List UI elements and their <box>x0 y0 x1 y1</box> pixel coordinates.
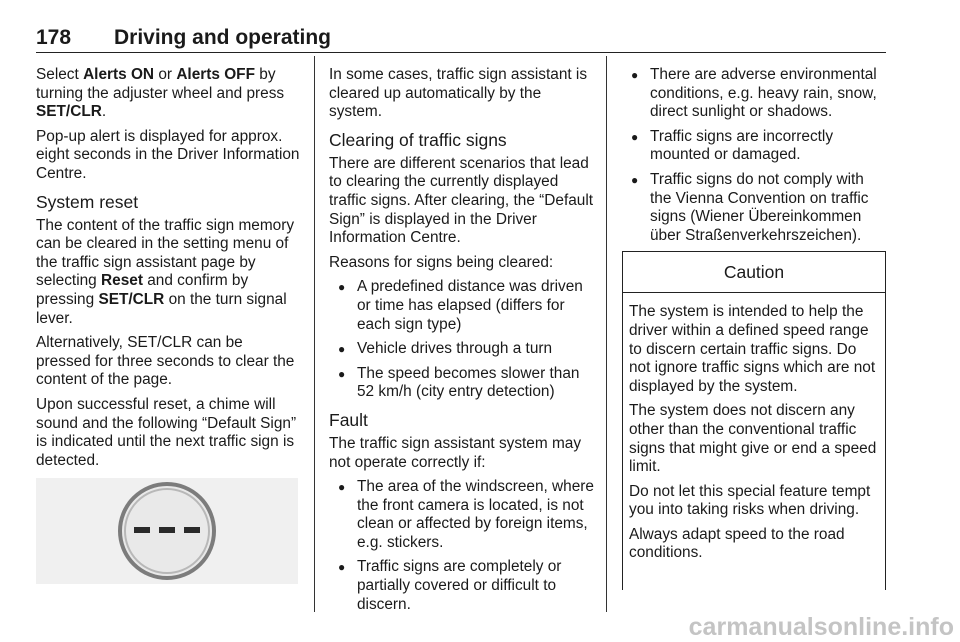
fault-intro: The traffic sign assistant system may not operate correctly if: <box>329 434 582 471</box>
column-divider <box>314 56 315 612</box>
column-3 <box>622 66 888 590</box>
watermark: carmanualsonline.info <box>688 613 954 641</box>
column-divider <box>606 56 607 612</box>
column-1 <box>36 66 300 584</box>
list-item: ● There are adverse environmental conditions, e.g. heavy rain, snow, direct sunlight or shadows. <box>622 66 888 122</box>
reset-label: Reset <box>101 272 143 290</box>
clearing-paragraph: There are different scenarios that lead to clearing the currently displayed traffic signs. After clearing, the “Default Sign” is displayed in the Driver Information Centre. <box>329 154 594 247</box>
caution-title: Caution <box>623 252 885 293</box>
list-item: ● A predefined distance was driven or time has elapsed (differs for each sign type) <box>329 278 594 334</box>
list-item: ● Vehicle drives through a turn <box>329 340 594 359</box>
system-reset-heading: System reset <box>36 191 139 212</box>
list-item: ● Traffic signs are incorrectly mounted or damaged. <box>622 128 888 165</box>
default-sign-illustration <box>36 478 298 584</box>
fault-heading: Fault <box>329 409 368 430</box>
default-sign-icon <box>115 479 219 583</box>
reset-paragraph: The content of the traffic sign memory can be cleared in the setting menu of the traffic sign assistant page by selecting Reset and confirm by pressing SET/CLR on the turn signal lever. <box>36 216 295 327</box>
set-clr-label: SET/CLR <box>98 290 165 308</box>
list-item: ● The speed becomes slower than 52 km/h (city entry detection) <box>329 365 594 402</box>
caution-paragraph: The system is intended to help the driver within a defined speed range to discern certain traffic signs. Do not ignore traffic signs which are not displayed by the system. <box>629 303 876 395</box>
page-title: Driving and operating <box>114 26 332 49</box>
alerts-off-label: Alerts OFF <box>176 66 255 83</box>
page-header <box>36 26 886 53</box>
page-number: 178 <box>36 26 72 49</box>
caution-body <box>623 293 885 563</box>
auto-clear-paragraph: In some cases, traffic sign assistant is cleared up automatically by the system. <box>329 66 588 121</box>
chime-paragraph: Upon successful reset, a chime will sound and the following “Default Sign” is indicated until the next traffic sign is detected. <box>36 395 297 469</box>
reasons-list <box>329 278 594 402</box>
reasons-intro: Reasons for signs being cleared: <box>329 253 554 271</box>
caution-paragraph: Do not let this special feature tempt you into taking risks when driving. <box>629 482 871 519</box>
alerts-paragraph: Select Alerts ON or Alerts OFF by turning the adjuster wheel and press SET/CLR. <box>36 66 285 121</box>
list-item: ● The area of the windscreen, where the front camera is located, is not clean or affected by foreign items, e.g. stickers. <box>329 478 594 552</box>
caution-paragraph: Always adapt speed to the road conditions. <box>629 525 845 562</box>
fault-list <box>329 478 594 614</box>
list-item: ● Traffic signs are completely or partially covered or difficult to discern. <box>329 558 594 614</box>
alerts-on-label: Alerts ON <box>83 66 155 83</box>
caution-box <box>622 251 886 590</box>
caution-paragraph: The system does not discern any other than the conventional traffic signs that might give or end a speed limit. <box>629 402 877 476</box>
list-item: ● Traffic signs do not comply with the Vienna Convention on traffic signs (Wiener Übereinkommen über Straßenverkehrszeichen). <box>622 171 888 245</box>
column-2 <box>329 66 594 620</box>
set-clr-label: SET/CLR <box>36 103 102 121</box>
popup-paragraph: Pop-up alert is displayed for approx. eight seconds in the Driver Information Centre. <box>36 127 300 182</box>
fault-list-continued <box>622 66 888 245</box>
alternative-paragraph: Alternatively, SET/CLR can be pressed for three seconds to clear the content of the page. <box>36 334 295 389</box>
clearing-heading: Clearing of traffic signs <box>329 129 507 150</box>
